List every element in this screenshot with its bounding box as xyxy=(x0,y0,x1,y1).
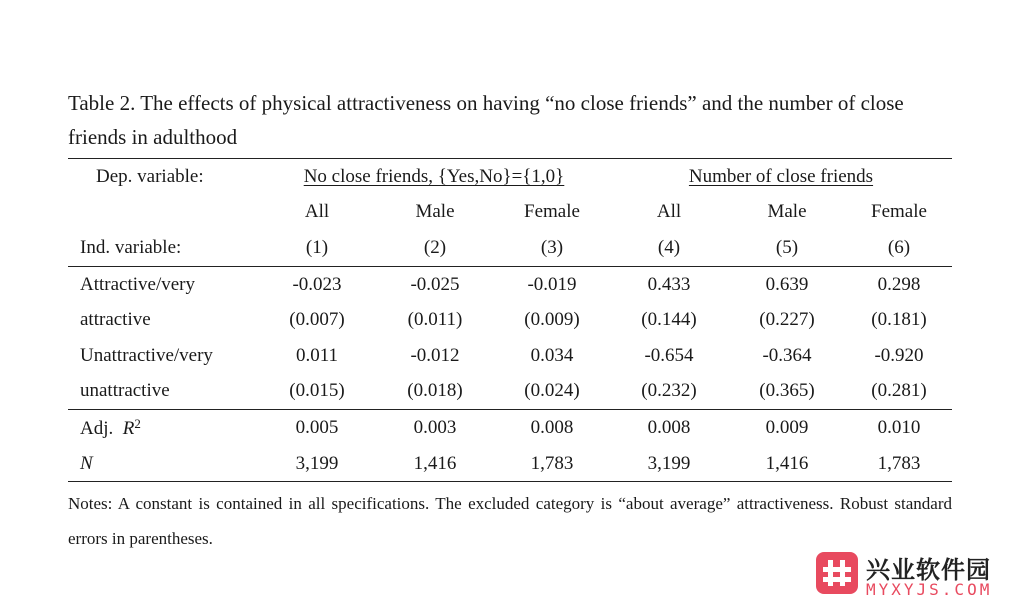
table-cell: 0.010 xyxy=(846,410,952,446)
subheader: Female xyxy=(524,201,580,223)
table-row xyxy=(68,266,952,302)
table-cell: 0.008 xyxy=(494,410,610,446)
subheader: Male xyxy=(415,201,455,223)
table-cell: 1,783 xyxy=(494,446,610,482)
table-cell: 0.011 xyxy=(295,344,339,366)
table-cell: (0.232) xyxy=(641,380,697,402)
header-row-groups xyxy=(68,159,952,195)
table-cell: (0.227) xyxy=(759,309,815,331)
table-cell: -0.019 xyxy=(494,266,610,302)
table-cell: -0.025 xyxy=(376,266,494,302)
watermark-text-en: MYXYJS.COM xyxy=(866,580,993,599)
column-number: (6) xyxy=(887,236,911,258)
header-row-subgroups xyxy=(68,195,952,231)
subheader: Female xyxy=(871,201,927,223)
column-number: (3) xyxy=(540,236,564,258)
header-row-numbers xyxy=(68,230,952,266)
table-caption: Table 2. The effects of physical attractiveness on having “no close friends” and the number of close friends in adulthood xyxy=(68,91,904,149)
table-row-adj-r2 xyxy=(68,410,952,446)
table-cell: 0.034 xyxy=(530,344,574,366)
table-cell: -0.920 xyxy=(874,344,924,366)
table-cell: (0.009) xyxy=(524,309,580,331)
row-label: Attractive/very xyxy=(68,266,258,302)
row-label: Unattractive/very xyxy=(80,344,213,366)
table-cell: (0.011) xyxy=(407,309,463,331)
group-header-no-close-friends: No close friends, {Yes,No}={1,0} xyxy=(258,159,610,195)
table-cell: (0.281) xyxy=(871,380,927,402)
table-row xyxy=(68,302,952,338)
table-cell: 3,199 xyxy=(610,446,728,482)
table-cell: (0.181) xyxy=(871,309,927,331)
group-header-number-close-friends: Number of close friends xyxy=(610,159,952,195)
table-cell: 0.298 xyxy=(846,266,952,302)
table-cell: -0.364 xyxy=(762,344,812,366)
watermark xyxy=(816,550,1012,602)
results-table xyxy=(68,158,952,482)
table-cell: -0.012 xyxy=(410,344,460,366)
ind-variable-label: Ind. variable: xyxy=(80,236,182,258)
watermark-text-cn: 兴业软件园 xyxy=(866,556,991,584)
column-number: (5) xyxy=(775,236,799,258)
subheader: Male xyxy=(767,201,807,223)
hash-logo-icon xyxy=(816,552,858,594)
table-cell: (0.015) xyxy=(289,380,345,402)
table-cell: 1,416 xyxy=(728,446,846,482)
row-label: unattractive xyxy=(80,380,170,402)
row-label-n: N xyxy=(68,446,258,482)
table-cell: (0.018) xyxy=(407,380,463,402)
table-cell: 1,416 xyxy=(376,446,494,482)
row-label: attractive xyxy=(80,309,151,331)
table-row xyxy=(68,338,952,374)
table-cell: 3,199 xyxy=(258,446,376,482)
table-cell: (0.144) xyxy=(641,309,697,331)
table-container xyxy=(68,86,952,556)
table-cell: 0.433 xyxy=(610,266,728,302)
table-cell: 0.005 xyxy=(258,410,376,446)
table-cell: 0.003 xyxy=(376,410,494,446)
subheader: All xyxy=(656,201,682,223)
table-row xyxy=(68,374,952,410)
column-number: (4) xyxy=(657,236,681,258)
subheader: All xyxy=(304,201,330,223)
table-cell: 0.639 xyxy=(728,266,846,302)
table-row-n xyxy=(68,446,952,482)
row-label-adj-r2: Adj. $R^2$ xyxy=(68,410,258,446)
table-cell: (0.007) xyxy=(289,309,345,331)
column-number: (2) xyxy=(423,236,447,258)
table-cell: (0.024) xyxy=(524,380,580,402)
table-cell: (0.365) xyxy=(759,380,815,402)
column-number: (1) xyxy=(305,236,329,258)
table-cell: 0.008 xyxy=(610,410,728,446)
table-cell: -0.023 xyxy=(258,266,376,302)
table-cell: 0.009 xyxy=(728,410,846,446)
table-notes: Notes: A constant is contained in all specifications. The excluded category is “about average” attractiveness. Robust standard errors in parentheses. xyxy=(68,494,952,549)
table-cell: 1,783 xyxy=(846,446,952,482)
dep-variable-label: Dep. variable: xyxy=(68,159,258,195)
table-cell: -0.654 xyxy=(644,344,694,366)
